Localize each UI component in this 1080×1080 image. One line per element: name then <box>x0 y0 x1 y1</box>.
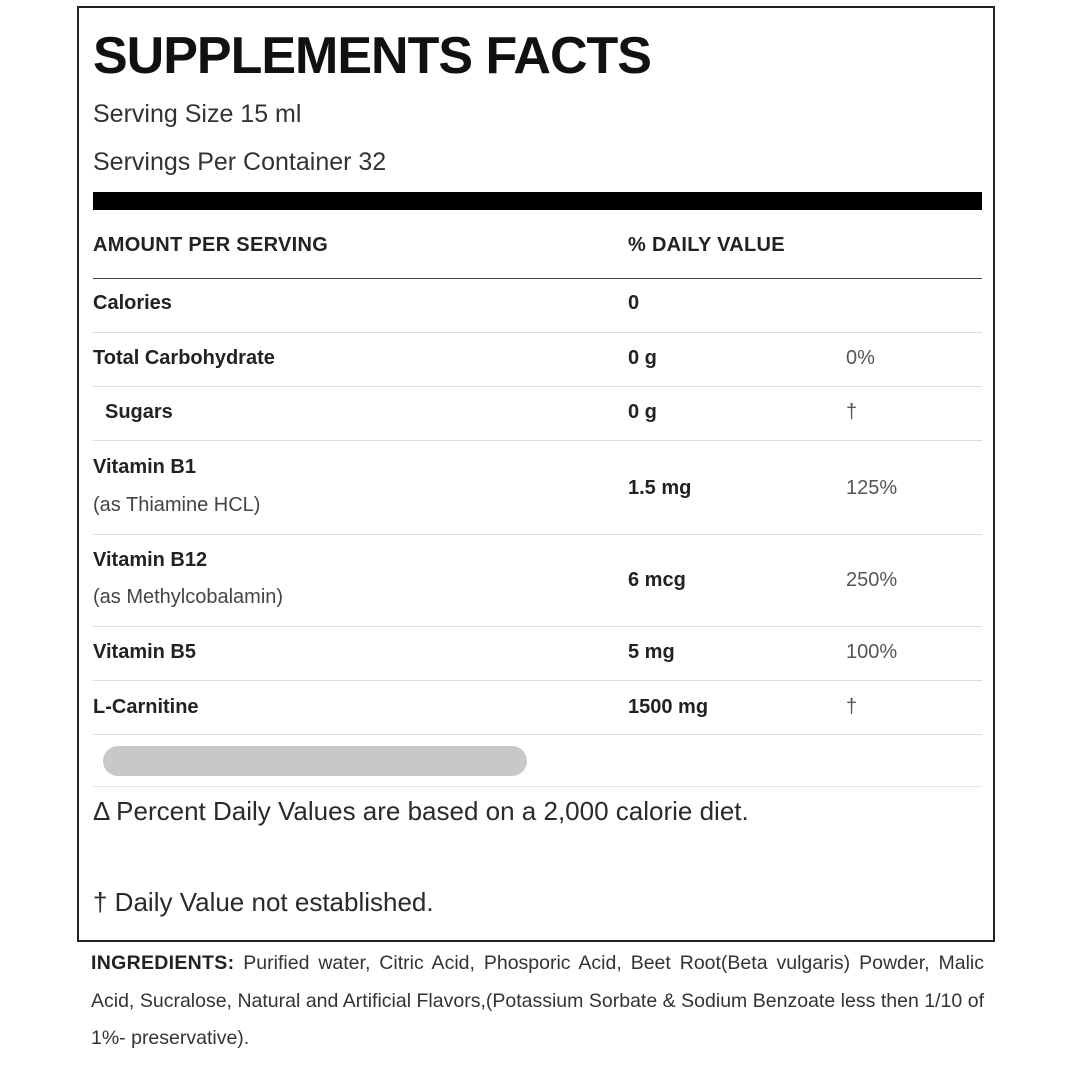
nutrient-name: Calories <box>93 292 172 314</box>
table-row <box>93 387 982 441</box>
ingredients-text <box>91 945 984 1058</box>
nutrient-name: Vitamin B1 <box>93 456 196 478</box>
nutrient-amount: 1.5 mg <box>628 477 692 499</box>
scroll-divider <box>93 786 982 787</box>
horizontal-scrollbar[interactable] <box>103 746 527 776</box>
table-row <box>93 681 982 735</box>
nutrient-daily-value: 100% <box>846 641 898 663</box>
nutrient-daily-value: † <box>846 696 858 718</box>
nutrient-daily-value: 125% <box>846 477 898 499</box>
footnote-daily-value-basis: Δ Percent Daily Values are based on a 2,000 calorie diet. <box>93 796 749 826</box>
nutrient-amount: 5 mg <box>628 641 675 663</box>
nutrient-daily-value: † <box>846 401 858 423</box>
nutrient-daily-value: 0% <box>846 347 875 369</box>
nutrient-name: Vitamin B12 <box>93 549 208 571</box>
ingredients-label: INGREDIENTS: <box>91 952 235 974</box>
table-row <box>93 333 982 387</box>
nutrient-name: Sugars <box>105 401 173 423</box>
facts-title: SUPPLEMENTS FACTS <box>93 27 651 85</box>
nutrient-table <box>93 279 982 735</box>
nutrient-source: (as Thiamine HCL) <box>93 494 261 516</box>
nutrient-amount: 0 g <box>628 347 657 369</box>
footnote-dagger: † Daily Value not established. <box>93 887 434 917</box>
ingredients-list: Purified water, Citric Acid, Phosporic Acid, Beet Root(Beta vulgaris) Powder, Malic Acid, Sucralose, Natural and Artificial Flavors,(Potassium Sorbate & Sodium Benzoate less then 1/10 of 1%- preservative). <box>91 952 984 1049</box>
servings-per-container: Servings Per Container 32 <box>93 148 387 176</box>
column-header-daily-value: % DAILY VALUE <box>628 234 785 256</box>
table-row <box>93 441 982 535</box>
table-row <box>93 279 982 333</box>
nutrient-name: L-Carnitine <box>93 696 199 718</box>
thick-divider <box>93 192 982 210</box>
table-row <box>93 535 982 627</box>
nutrient-daily-value: 250% <box>846 569 898 591</box>
nutrient-name: Vitamin B5 <box>93 641 196 663</box>
nutrient-amount: 0 <box>628 292 640 314</box>
nutrient-name: Total Carbohydrate <box>93 347 275 369</box>
nutrient-amount: 0 g <box>628 401 657 423</box>
table-row <box>93 627 982 681</box>
supplement-facts-panel <box>77 6 995 942</box>
nutrient-amount: 1500 mg <box>628 696 709 718</box>
nutrient-source: (as Methylcobalamin) <box>93 586 284 608</box>
nutrient-amount: 6 mcg <box>628 569 686 591</box>
serving-size: Serving Size 15 ml <box>93 100 302 128</box>
column-header-amount: AMOUNT PER SERVING <box>93 234 329 256</box>
